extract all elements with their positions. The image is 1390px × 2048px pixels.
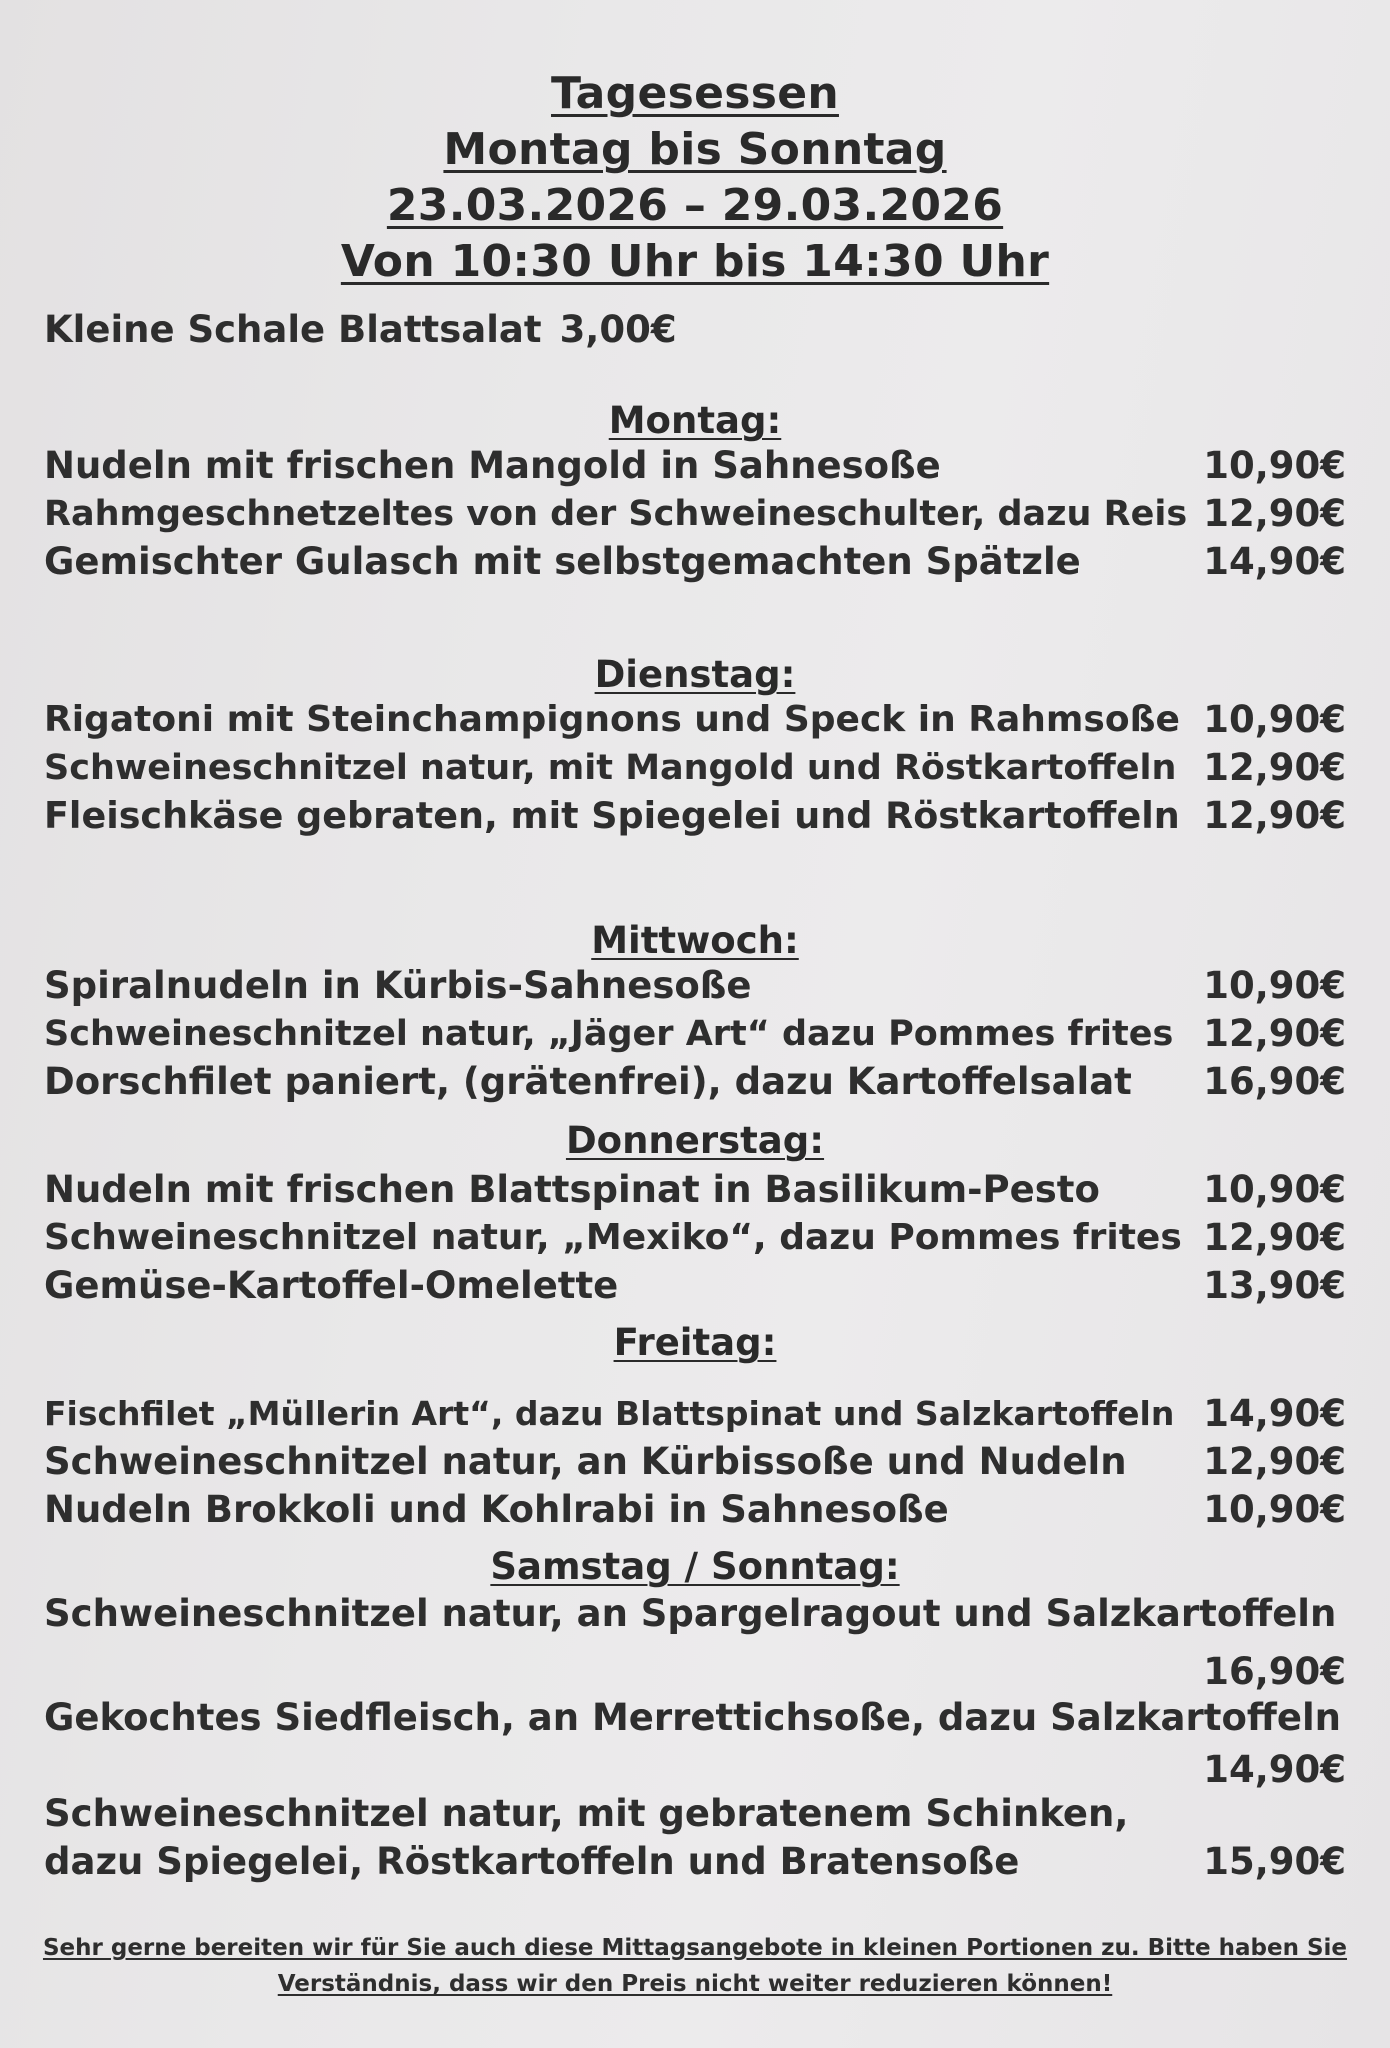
menu-days-range: Montag bis Sonntag [443,124,947,175]
menu-item [44,744,1346,792]
menu-item [44,538,1346,586]
menu-item [44,442,1346,490]
dish-price: 10,90€ [1203,444,1346,487]
menu-item [44,1010,1346,1058]
day-heading-samstag-sonntag: Samstag / Sonntag: [490,1545,900,1588]
side-salad-label: Kleine Schale Blattsalat [44,308,542,351]
menu-item [44,1790,1346,1838]
dish-price: 12,90€ [1203,1216,1346,1259]
dish-name: Gemüse-Kartoffel-Omelette [44,1264,619,1307]
menu-item [44,792,1346,840]
dish-price: 16,90€ [1203,1060,1346,1103]
dish-name: Nudeln Brokkoli und Kohlrabi in Sahnesoße [44,1488,949,1531]
dish-price: 14,90€ [1203,540,1346,583]
menu-date-range: 23.03.2026 – 29.03.2026 [386,180,1004,231]
dish-price: 12,90€ [1203,1440,1346,1483]
dish-price: 10,90€ [1203,1488,1346,1531]
day-heading-montag: Montag: [608,399,782,442]
day-heading-dienstag: Dienstag: [594,653,796,696]
menu-item [44,1590,1346,1638]
menu-item [44,1838,1346,1886]
dish-price: 10,90€ [1203,964,1346,1007]
dish-name: Schweineschnitzel natur, an Kürbissoße und Nudeln [44,1440,1127,1483]
dish-price: 15,90€ [1203,1840,1346,1883]
dish-name: Spiralnudeln in Kürbis-Sahnesoße [44,964,752,1007]
dish-price: 12,90€ [1203,492,1346,535]
dish-name: Fischfilet „Müllerin Art“, dazu Blattspinat und Salzkartoffeln [44,1394,1175,1433]
dish-name-continued: dazu Spiegelei, Röstkartoffeln und Bratensoße [44,1840,1020,1883]
dish-name: Gemischter Gulasch mit selbstgemachten Spätzle [44,540,1081,583]
dish-name: Schweineschnitzel natur, „Jäger Art“ dazu Pommes frites [44,1014,1174,1054]
menu-item [44,1166,1346,1214]
dish-price: 12,90€ [1203,746,1346,789]
day-heading-freitag: Freitag: [613,1321,777,1364]
menu-item [44,1058,1346,1106]
dish-price: 10,90€ [1203,1168,1346,1211]
day-heading-mittwoch: Mittwoch: [591,919,799,962]
dish-price: 13,90€ [1203,1264,1346,1307]
menu-item-price-row [44,1648,1346,1696]
dish-price: 16,90€ [1203,1650,1346,1693]
side-salad-price: 3,00€ [559,308,677,351]
dish-name: Schweineschnitzel natur, mit Mangold und Röstkartoffeln [44,748,1177,788]
dish-name: Schweineschnitzel natur, „Mexiko“, dazu Pommes frites [44,1217,1182,1258]
dish-name: Dorschfilet paniert, (grätenfrei), dazu Kartoffelsalat [44,1060,1132,1103]
menu-item-price-row [44,1746,1346,1794]
dish-name: Schweineschnitzel natur, an Spargelragout und Salzkartoffeln [44,1592,1337,1635]
footer-note-line-2: Verständnis, dass wir den Preis nicht weiter reduzieren können! [277,1971,1113,1997]
day-heading-donnerstag: Donnerstag: [565,1119,825,1162]
dish-price: 12,90€ [1203,1012,1346,1055]
menu-item [44,1390,1346,1438]
menu-header [0,66,1390,290]
footer-note-line-1: Sehr gerne bereiten wir für Sie auch diese Mittagsangebote in kleinen Portionen zu. Bitte haben Sie [42,1935,1348,1961]
dish-name: Nudeln mit frischen Blattspinat in Basilikum-Pesto [44,1168,1100,1211]
menu-item [44,1694,1346,1742]
menu-item [44,1262,1346,1310]
dish-price: 14,90€ [1203,1392,1346,1435]
dish-name: Nudeln mit frischen Mangold in Sahnesoße [44,444,941,487]
menu-title: Tagesessen [551,68,839,119]
dish-name: Schweineschnitzel natur, mit gebratenem Schinken, [44,1792,1129,1835]
dish-price: 12,90€ [1203,794,1346,837]
footer-note [40,1930,1350,2002]
dish-price: 10,90€ [1203,698,1346,741]
menu-hours: Von 10:30 Uhr bis 14:30 Uhr [340,236,1050,287]
menu-item [44,1214,1346,1262]
dish-price: 14,90€ [1203,1748,1346,1791]
menu-item [44,962,1346,1010]
menu-item [44,490,1346,538]
side-salad-offer [44,306,677,354]
dish-name: Fleischkäse gebraten, mit Spiegelei und Röstkartoffeln [44,794,1180,837]
menu-item [44,1438,1346,1486]
dish-name: Gekochtes Siedfleisch, an Merrettichsoße, dazu Salzkartoffeln [44,1696,1341,1739]
dish-name: Rahmgeschnetzeltes von der Schweineschulter, dazu Reis [44,494,1188,534]
dish-name: Rigatoni mit Steinchampignons und Speck in Rahmsoße [44,699,1180,740]
menu-item [44,1486,1346,1534]
menu-item [44,696,1346,744]
